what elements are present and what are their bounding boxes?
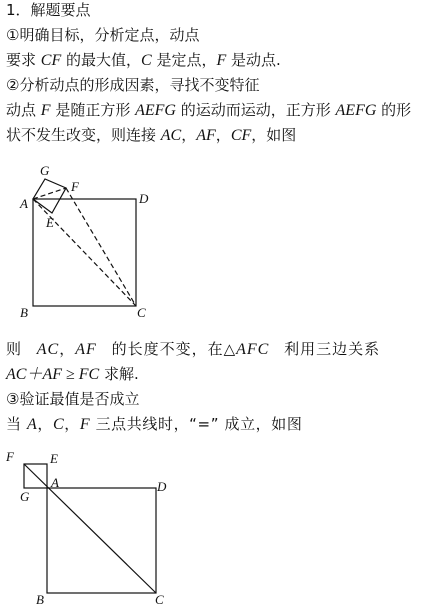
label-e: E: [50, 451, 58, 466]
label-c: C: [155, 592, 164, 607]
label-c: C: [137, 305, 146, 320]
line-inequality: AC＋AF ≥ FC 求解.: [6, 365, 139, 383]
label-e: E: [46, 215, 54, 230]
label-g: G: [20, 489, 30, 504]
label-a: A: [20, 196, 28, 211]
label-a: A: [51, 475, 59, 490]
line-connect: 状不发生改变，则连接 AC，AF，CF，如图: [6, 126, 297, 144]
step1-text: ①明确目标，分析定点，动点: [6, 26, 200, 44]
label-f: F: [71, 179, 79, 194]
figure-1: [0, 155, 220, 325]
step2-text: ②分析动点的形成因素，寻找不变特征: [6, 76, 260, 94]
label-d: D: [157, 479, 167, 494]
heading: 1．解题要点: [6, 1, 91, 19]
label-g: G: [40, 163, 50, 178]
step3-text: ③验证最值是否成立: [6, 390, 140, 408]
line-triangle: 则 AC，AF 的长度不变，在△AFC 利用三边关系: [6, 340, 381, 358]
segment-cf: [66, 188, 136, 306]
figure-2: [0, 445, 220, 612]
label-f: F: [6, 449, 14, 464]
label-d: D: [139, 191, 149, 206]
segment-fc: [24, 464, 156, 593]
label-b: B: [36, 592, 44, 607]
line-collinear: 当 A，C，F 三点共线时，“=” 成立，如图: [6, 415, 303, 433]
line-moving-point: 动点 F 是随正方形 AEFG 的运动而运动，正方形 AEFG 的形: [6, 101, 412, 119]
line-cf-max: 要求 CF 的最大值，C 是定点，F 是动点.: [6, 51, 281, 69]
square-aefg: [33, 179, 66, 213]
label-b: B: [20, 305, 28, 320]
